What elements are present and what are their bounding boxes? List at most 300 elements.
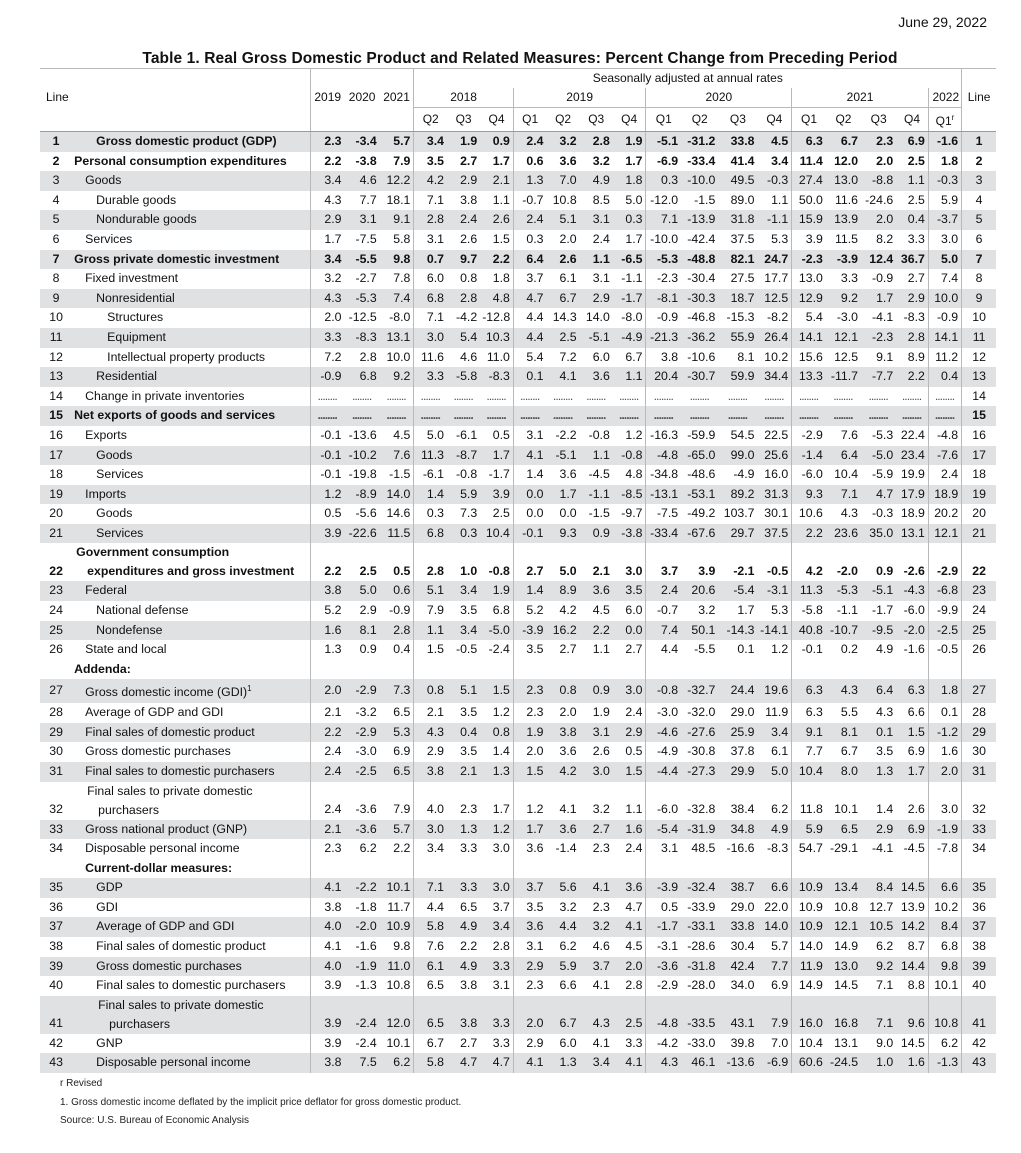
value-cell: 1.7 bbox=[513, 820, 546, 840]
value-cell: 6.6 bbox=[559, 978, 577, 993]
value-cell: -16.3 bbox=[646, 426, 681, 446]
row-label-text: Average of GDP and GDI bbox=[96, 919, 235, 934]
value-cell: 1.4 bbox=[876, 801, 894, 816]
value-cell: 4.5 bbox=[758, 132, 792, 152]
value-cell: -48.6 bbox=[687, 467, 716, 482]
value-cell: 4.3 bbox=[840, 506, 859, 521]
line-number-right: 3 bbox=[962, 171, 996, 191]
value-cell bbox=[580, 660, 613, 680]
value-cell: 89.0 bbox=[730, 192, 755, 207]
value-cell: 11.3 bbox=[414, 446, 447, 466]
row-label-continuation: purchasers bbox=[109, 1016, 170, 1031]
value-cell: 2.2 bbox=[310, 543, 344, 581]
line-number-right: 24 bbox=[962, 601, 996, 621]
table-row bbox=[40, 996, 996, 1034]
not-applicable-dots: ........ bbox=[480, 406, 513, 426]
row-label bbox=[72, 762, 310, 782]
value-cell: 13.1 bbox=[380, 328, 414, 348]
row-label bbox=[72, 621, 310, 641]
gdp-table bbox=[40, 68, 996, 1073]
value-cell: -36.2 bbox=[681, 328, 718, 348]
value-cell bbox=[513, 660, 546, 680]
row-label-text: Goods bbox=[96, 506, 133, 521]
value-cell: 36.7 bbox=[896, 250, 928, 270]
row-label bbox=[72, 859, 310, 879]
value-cell: 1.5 bbox=[613, 762, 646, 782]
value-cell: 11.0 bbox=[486, 349, 510, 364]
quarter-header-2022q1 bbox=[928, 108, 961, 132]
value-cell: 1.7 bbox=[492, 153, 510, 168]
value-cell: 9.8 bbox=[393, 939, 411, 954]
row-label-text: Addenda: bbox=[74, 661, 131, 676]
not-applicable-dots: ........ bbox=[618, 388, 639, 403]
value-cell: -6.5 bbox=[613, 250, 646, 270]
value-cell: 0.5 bbox=[393, 563, 411, 578]
value-cell: -30.4 bbox=[687, 271, 716, 286]
value-cell: 5.7 bbox=[380, 820, 414, 840]
quarter-year-header: 2020 bbox=[646, 88, 792, 108]
value-cell: 37.5 bbox=[758, 524, 792, 544]
line-number: 29 bbox=[40, 723, 72, 743]
line-number: 15 bbox=[40, 406, 72, 426]
value-cell: 1.2 bbox=[310, 485, 344, 505]
value-cell: 3.0 bbox=[480, 878, 513, 898]
value-cell: -4.3 bbox=[896, 581, 928, 601]
value-cell: -4.8 bbox=[928, 426, 961, 446]
line-number: 10 bbox=[49, 310, 63, 325]
value-cell: 2.9 bbox=[613, 723, 646, 743]
table-row bbox=[40, 446, 996, 466]
not-applicable-dots: ........ bbox=[414, 406, 447, 426]
line-number-right: 43 bbox=[962, 1053, 996, 1073]
not-applicable-dots: ........ bbox=[689, 388, 709, 403]
value-cell: 3.3 bbox=[625, 1035, 643, 1050]
row-label-text: Disposable personal income bbox=[85, 841, 240, 856]
line-number-right: 26 bbox=[962, 640, 996, 660]
value-cell: 4.5 bbox=[592, 603, 610, 618]
value-cell: 2.1 bbox=[592, 563, 610, 578]
value-cell: 2.1 bbox=[480, 171, 513, 191]
quarter-label: Q1 bbox=[935, 114, 952, 128]
value-cell: 3.0 bbox=[613, 679, 646, 703]
line-number: 11 bbox=[40, 328, 72, 348]
value-cell: -4.9 bbox=[646, 742, 681, 762]
line-number-right: 19 bbox=[962, 485, 996, 505]
value-cell: 3.6 bbox=[559, 467, 577, 482]
value-cell: -5.0 bbox=[480, 621, 513, 641]
value-cell: 1.1 bbox=[592, 642, 610, 657]
value-cell: 99.0 bbox=[718, 446, 757, 466]
value-cell: 3.9 bbox=[310, 524, 344, 544]
line-number: 30 bbox=[49, 744, 63, 759]
value-cell: 43.1 bbox=[718, 996, 757, 1034]
value-cell: 1.1 bbox=[580, 446, 613, 466]
table-row bbox=[40, 581, 996, 601]
line-number-right: 16 bbox=[962, 426, 996, 446]
value-cell: 2.8 bbox=[580, 132, 613, 152]
value-cell: 10.5 bbox=[861, 917, 896, 937]
value-cell: -8.7 bbox=[447, 446, 480, 466]
value-cell: 4.7 bbox=[861, 485, 896, 505]
line-number: 7 bbox=[40, 250, 72, 270]
value-cell: 3.7 bbox=[580, 957, 613, 977]
value-cell: 3.0 bbox=[414, 820, 447, 840]
value-cell: -32.4 bbox=[681, 878, 718, 898]
value-cell: 34.0 bbox=[730, 978, 755, 993]
value-cell: 14.0 bbox=[380, 485, 414, 505]
value-cell: 6.7 bbox=[547, 996, 580, 1034]
value-cell: 19.9 bbox=[900, 467, 925, 482]
value-cell: 2.6 bbox=[907, 801, 925, 816]
line-number-right: 2 bbox=[962, 152, 996, 172]
value-cell: 0.9 bbox=[580, 679, 613, 703]
not-applicable-dots: ........ bbox=[896, 406, 928, 426]
value-cell: 0.8 bbox=[480, 723, 513, 743]
value-cell: 11.0 bbox=[380, 957, 414, 977]
row-label bbox=[72, 820, 310, 840]
not-applicable-dots: ........ bbox=[513, 387, 546, 407]
value-cell: 3.8 bbox=[414, 762, 447, 782]
value-cell: 1.1 bbox=[580, 250, 613, 270]
value-cell: -5.3 bbox=[646, 250, 681, 270]
value-cell: -31.8 bbox=[681, 957, 718, 977]
value-cell: 2.0 bbox=[559, 705, 577, 720]
value-cell: 82.1 bbox=[718, 250, 757, 270]
value-cell: -10.6 bbox=[687, 349, 716, 364]
line-number-right: 27 bbox=[962, 679, 996, 703]
table-row bbox=[40, 601, 996, 621]
value-cell: 13.9 bbox=[826, 210, 861, 230]
value-cell: 3.1 bbox=[414, 230, 447, 250]
table-row bbox=[40, 543, 996, 581]
report-date: June 29, 2022 bbox=[898, 14, 987, 30]
value-cell: 14.2 bbox=[896, 917, 928, 937]
value-cell: 1.7 bbox=[480, 446, 513, 466]
table-row bbox=[40, 742, 996, 762]
value-cell: 3.5 bbox=[513, 898, 546, 918]
value-cell: -6.1 bbox=[414, 465, 447, 485]
value-cell bbox=[928, 859, 961, 879]
value-cell: 3.7 bbox=[513, 269, 546, 289]
value-cell: 11.8 bbox=[792, 782, 826, 820]
value-cell: 6.4 bbox=[861, 679, 896, 703]
value-cell: 2.0 bbox=[513, 742, 546, 762]
table-row bbox=[40, 878, 996, 898]
table-row bbox=[40, 426, 996, 446]
table-row bbox=[40, 289, 996, 309]
value-cell: 3.6 bbox=[513, 839, 546, 859]
value-cell bbox=[580, 859, 613, 879]
value-cell: 1.9 bbox=[447, 132, 480, 152]
value-cell: 39.8 bbox=[730, 1035, 755, 1050]
value-cell: 6.5 bbox=[380, 762, 414, 782]
value-cell bbox=[513, 859, 546, 879]
annual-year-header: 2020 bbox=[348, 90, 376, 105]
line-number: 9 bbox=[40, 289, 72, 309]
value-cell: 40.8 bbox=[792, 621, 826, 641]
value-cell: 23.6 bbox=[826, 524, 861, 544]
value-cell: 7.6 bbox=[380, 446, 414, 466]
table-row bbox=[40, 1034, 996, 1054]
line-column-header: Line bbox=[46, 90, 69, 105]
value-cell: 4.7 bbox=[625, 899, 643, 914]
value-cell: 14.9 bbox=[834, 939, 859, 954]
value-cell: 3.4 bbox=[580, 1053, 613, 1073]
value-cell: 1.7 bbox=[896, 762, 928, 782]
value-cell: 29.9 bbox=[718, 762, 757, 782]
value-cell: -49.2 bbox=[687, 506, 716, 521]
value-cell: 55.9 bbox=[718, 328, 757, 348]
quarter-header: Q1 bbox=[792, 108, 826, 132]
row-label-text: GDP bbox=[96, 880, 123, 895]
value-cell: 3.4 bbox=[310, 171, 344, 191]
value-cell: 1.7 bbox=[861, 289, 896, 309]
value-cell: 3.9 bbox=[310, 1034, 344, 1054]
value-cell: 4.0 bbox=[414, 782, 447, 820]
table-row bbox=[40, 504, 996, 524]
annual-year-header: 2019 bbox=[310, 88, 344, 108]
value-cell: 2.4 bbox=[646, 581, 681, 601]
header-blank bbox=[962, 69, 996, 89]
value-cell: 14.0 bbox=[585, 310, 610, 325]
value-cell: 3.7 bbox=[513, 878, 546, 898]
line-number: 40 bbox=[49, 978, 63, 993]
value-cell: -1.6 bbox=[928, 132, 961, 152]
row-label bbox=[72, 485, 310, 505]
value-cell: 0.3 bbox=[513, 230, 546, 250]
value-cell: -4.5 bbox=[588, 467, 610, 482]
line-number-right: 6 bbox=[962, 230, 996, 250]
table-row bbox=[40, 640, 996, 660]
value-cell: 5.3 bbox=[380, 723, 414, 743]
line-number: 4 bbox=[52, 192, 60, 207]
revised-note: r Revised bbox=[60, 1078, 103, 1089]
value-cell: 11.5 bbox=[380, 524, 414, 544]
line-number: 21 bbox=[40, 524, 72, 544]
value-cell: -0.1 bbox=[792, 640, 826, 660]
value-cell: 6.2 bbox=[771, 801, 789, 816]
value-cell: 2.6 bbox=[480, 210, 513, 230]
value-cell: 2.2 bbox=[792, 524, 826, 544]
value-cell: 9.8 bbox=[928, 957, 961, 977]
value-cell: 2.4 bbox=[310, 762, 344, 782]
row-label bbox=[72, 957, 310, 977]
value-cell: -0.9 bbox=[310, 367, 344, 387]
quarter-header: Q4 bbox=[896, 108, 928, 132]
value-cell: 1.8 bbox=[492, 271, 510, 286]
row-label bbox=[72, 742, 310, 762]
value-cell: 9.0 bbox=[876, 1035, 894, 1050]
value-cell: -27.6 bbox=[681, 723, 718, 743]
line-number: 42 bbox=[49, 1035, 63, 1050]
value-cell: 6.5 bbox=[414, 976, 447, 996]
value-cell: 12.9 bbox=[792, 289, 826, 309]
row-label-text: Gross domestic income (GDI) bbox=[85, 685, 248, 700]
line-number-right: 36 bbox=[962, 898, 996, 918]
quarter-header: Q4 bbox=[613, 108, 646, 132]
value-cell: 0.1 bbox=[737, 642, 755, 657]
row-label-text: Services bbox=[96, 467, 144, 482]
row-label bbox=[72, 269, 310, 289]
value-cell: -0.1 bbox=[513, 524, 546, 544]
value-cell: 33.8 bbox=[718, 132, 757, 152]
value-cell: 3.1 bbox=[513, 937, 546, 957]
table-row bbox=[40, 898, 996, 918]
value-cell: -8.8 bbox=[861, 171, 896, 191]
row-label-text: Nonresidential bbox=[96, 290, 175, 305]
value-cell: 0.6 bbox=[513, 152, 546, 172]
value-cell: 4.9 bbox=[580, 171, 613, 191]
value-cell: 37.5 bbox=[730, 231, 755, 246]
value-cell: -2.0 bbox=[896, 621, 928, 641]
not-applicable-dots: ........ bbox=[547, 406, 580, 426]
value-cell: 9.3 bbox=[547, 524, 580, 544]
line-number-right: 18 bbox=[962, 465, 996, 485]
value-cell: 4.7 bbox=[447, 1053, 480, 1073]
value-cell bbox=[896, 859, 928, 879]
value-cell: 103.7 bbox=[723, 506, 755, 521]
value-cell: 4.3 bbox=[580, 996, 613, 1034]
value-cell: 4.8 bbox=[625, 467, 643, 482]
value-cell: 7.9 bbox=[393, 801, 411, 816]
value-cell: 5.9 bbox=[547, 957, 580, 977]
line-number-right: 35 bbox=[962, 878, 996, 898]
value-cell: 6.9 bbox=[896, 132, 928, 152]
value-cell: 2.4 bbox=[625, 705, 643, 720]
value-cell: 2.8 bbox=[896, 328, 928, 348]
value-cell: 15.9 bbox=[792, 210, 826, 230]
value-cell: -0.1 bbox=[310, 446, 344, 466]
value-cell: 6.8 bbox=[492, 603, 510, 618]
value-cell: 2.7 bbox=[559, 642, 577, 657]
value-cell: 8.4 bbox=[861, 878, 896, 898]
value-cell: 4.5 bbox=[625, 939, 643, 954]
value-cell: 2.8 bbox=[447, 289, 480, 309]
value-cell: 2.0 bbox=[928, 762, 961, 782]
value-cell bbox=[613, 859, 646, 879]
line-number-right: 22 bbox=[962, 543, 996, 581]
value-cell: -3.4 bbox=[345, 132, 380, 152]
value-cell: 4.9 bbox=[758, 820, 792, 840]
value-cell: -0.3 bbox=[758, 171, 792, 191]
line-number-right: 28 bbox=[962, 703, 996, 723]
value-cell: -3.7 bbox=[928, 210, 961, 230]
value-cell: 24.7 bbox=[758, 250, 792, 270]
value-cell: 2.3 bbox=[310, 132, 344, 152]
row-label-text: State and local bbox=[85, 642, 167, 657]
value-cell: 3.1 bbox=[592, 271, 610, 286]
value-cell: 1.9 bbox=[480, 581, 513, 601]
value-cell: 20.6 bbox=[681, 581, 718, 601]
row-label-text: Fixed investment bbox=[85, 271, 179, 286]
row-label bbox=[72, 782, 310, 820]
value-cell: 2.3 bbox=[513, 679, 546, 703]
header-blank bbox=[380, 69, 414, 89]
value-cell: 4.4 bbox=[513, 308, 546, 328]
value-cell: -3.1 bbox=[758, 581, 792, 601]
value-cell: 5.0 bbox=[758, 762, 792, 782]
value-cell: -16.6 bbox=[726, 841, 755, 856]
row-label bbox=[72, 171, 310, 191]
row-label-text: Change in private inventories bbox=[85, 388, 245, 403]
row-label bbox=[72, 937, 310, 957]
value-cell: 5.6 bbox=[547, 878, 580, 898]
not-applicable-dots: ........ bbox=[758, 406, 792, 426]
value-cell: 4.7 bbox=[513, 289, 546, 309]
quarter-header: Q3 bbox=[580, 108, 613, 132]
value-cell: 4.2 bbox=[547, 762, 580, 782]
value-cell: 13.4 bbox=[826, 878, 861, 898]
value-cell: 13.1 bbox=[896, 524, 928, 544]
row-label-text: National defense bbox=[96, 603, 189, 618]
value-cell: 13.1 bbox=[834, 1035, 859, 1050]
line-number: 23 bbox=[40, 581, 72, 601]
line-number: 18 bbox=[49, 467, 63, 482]
value-cell: -48.8 bbox=[681, 250, 718, 270]
value-cell: 3.9 bbox=[698, 563, 716, 578]
value-cell: 8.7 bbox=[907, 939, 925, 954]
line-number: 28 bbox=[49, 705, 63, 720]
value-cell: 9.1 bbox=[380, 210, 414, 230]
row-label bbox=[72, 976, 310, 996]
value-cell: -2.9 bbox=[928, 543, 961, 581]
value-cell: 12.0 bbox=[380, 996, 414, 1034]
row-label bbox=[72, 504, 310, 524]
value-cell: -32.7 bbox=[681, 679, 718, 703]
table-row bbox=[40, 132, 996, 152]
value-cell: -33.9 bbox=[687, 899, 716, 914]
value-cell: 1.2 bbox=[771, 642, 789, 657]
not-applicable-dots: ........ bbox=[586, 388, 606, 403]
value-cell: -1.5 bbox=[389, 467, 411, 482]
value-cell: 3.9 bbox=[480, 485, 513, 505]
row-label-text: Equipment bbox=[107, 329, 166, 344]
value-cell: 16.0 bbox=[764, 467, 789, 482]
value-cell: 5.0 bbox=[345, 581, 380, 601]
value-cell: 1.9 bbox=[592, 705, 610, 720]
value-cell: -19.8 bbox=[348, 467, 377, 482]
value-cell: 0.5 bbox=[625, 744, 643, 759]
value-cell: -1.1 bbox=[580, 485, 613, 505]
value-cell: 10.9 bbox=[792, 898, 826, 918]
value-cell: 11.6 bbox=[414, 348, 447, 368]
value-cell: -5.1 bbox=[861, 581, 896, 601]
value-cell: 3.4 bbox=[310, 250, 344, 270]
value-cell: 10.3 bbox=[480, 328, 513, 348]
value-cell: -0.5 bbox=[455, 642, 478, 657]
value-cell: 4.6 bbox=[592, 939, 610, 954]
table-row bbox=[40, 367, 996, 387]
value-cell: 7.9 bbox=[758, 996, 792, 1034]
line-number: 14 bbox=[49, 388, 63, 403]
value-cell: 14.4 bbox=[896, 957, 928, 977]
value-cell: 8.9 bbox=[907, 349, 925, 364]
value-cell: 6.0 bbox=[625, 603, 643, 618]
value-cell: 12.0 bbox=[834, 153, 859, 168]
value-cell bbox=[718, 859, 757, 879]
row-label-text: Structures bbox=[107, 310, 164, 325]
value-cell: -4.1 bbox=[872, 841, 894, 856]
value-cell: 3.9 bbox=[310, 976, 344, 996]
value-cell: 12.4 bbox=[861, 250, 896, 270]
value-cell: 7.4 bbox=[380, 289, 414, 309]
value-cell: -1.6 bbox=[355, 939, 377, 954]
row-label-text: Exports bbox=[85, 427, 127, 442]
value-cell: 2.2 bbox=[460, 939, 478, 954]
value-cell: 2.2 bbox=[310, 152, 344, 172]
value-cell: 3.4 bbox=[480, 917, 513, 937]
value-cell: 4.3 bbox=[876, 705, 894, 720]
